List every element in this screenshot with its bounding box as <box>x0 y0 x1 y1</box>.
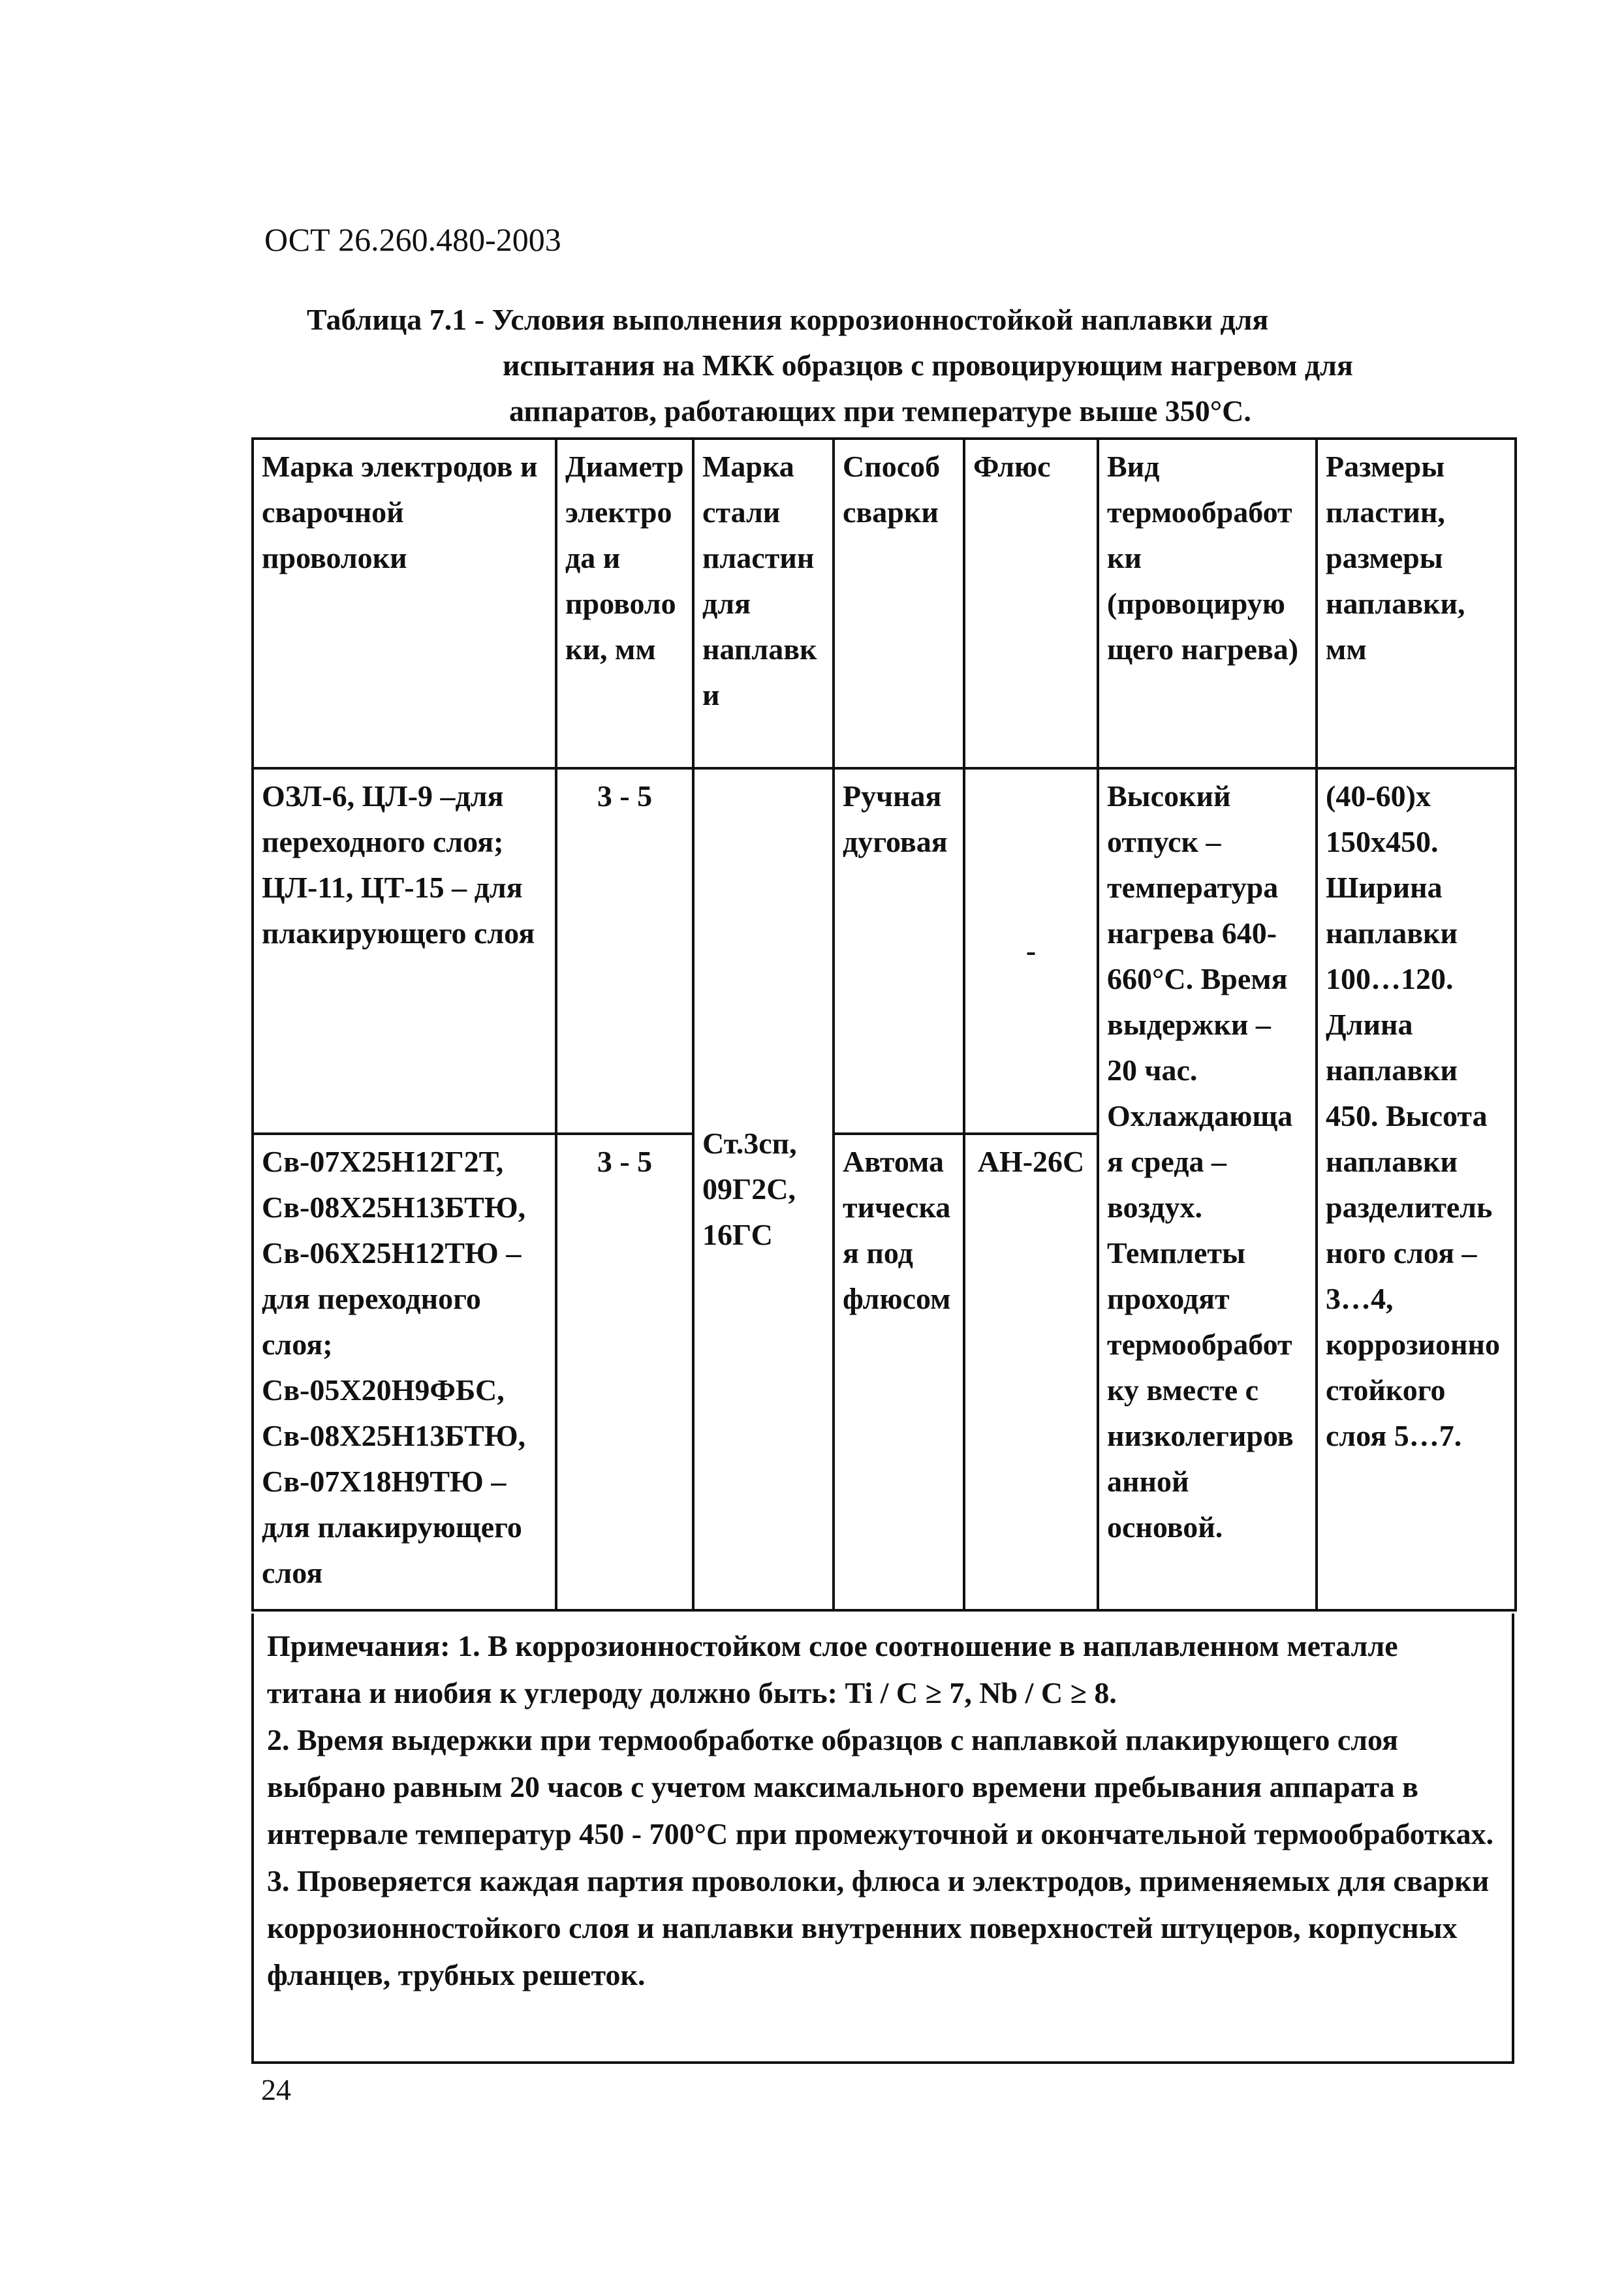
header-cell: Размеры пластин, размеры наплавки, мм <box>1317 439 1516 768</box>
caption-line-1: Таблица 7.1 - Условия выполнения коррозионностойкой наплавки для <box>307 303 1269 336</box>
header-cell: Марка стали пластин для наплавки <box>693 439 834 768</box>
steel-cell: Ст.3сп, 09Г2С, 16ГС <box>693 768 834 1610</box>
table-header-row <box>253 439 1516 768</box>
note-1-line-2: титана и ниобия к углероду должно быть: Ti / C ≥ 7, Nb / C ≥ 8. <box>267 1676 1117 1709</box>
header-cell: Марка электродов и сварочной проволоки <box>253 439 556 768</box>
header-cell: Способ сварки <box>834 439 964 768</box>
note-2: 2. Время выдержки при термообработке образцов с наплавкой плакирующего слоя выбрано равным 20 часов с учетом максимального времени пребывания аппарата в интервале температур 450 - 700°С при промежуточной и окончательной термообработках. <box>267 1723 1494 1850</box>
header-cell: Вид термообработки (провоцирующего нагрева) <box>1098 439 1317 768</box>
table-caption <box>307 297 1495 434</box>
electrodes-cell: Св-07Х25Н12Г2Т, Св-08Х25Н13БТЮ, Св-06Х25Н12ТЮ – для переходного слоя; Св-05Х20Н9ФБС, Св-08Х25Н13БТЮ, Св-07Х18Н9ТЮ – для плакирующего слоя <box>253 1134 556 1610</box>
conditions-table <box>251 437 1517 1612</box>
note-1-line-1: Примечания: 1. В коррозионностойком слое соотношение в наплавленном металле <box>267 1629 1398 1662</box>
note-3: 3. Проверяется каждая партия проволоки, флюса и электродов, применяемых для сварки коррозионностойкого слоя и наплавки внутренних поверхностей штуцеров, корпусных фланцев, трубных решеток. <box>267 1864 1490 1991</box>
flux-cell: АН-26С <box>964 1134 1098 1610</box>
caption-line-3: аппаратов, работающих при температуре выше 350°С. <box>509 394 1251 428</box>
method-cell: Автоматическая под флюсом <box>834 1134 964 1610</box>
header-cell: Диаметр электрода и проволоки, мм <box>556 439 693 768</box>
method-cell: Ручная дуговая <box>834 768 964 1134</box>
table-row <box>253 768 1516 1134</box>
sizes-cell: (40-60)х 150х450. Ширина наплавки 100…120. Длина наплавки 450. Высота наплавки разделительного слоя – 3…4, коррозионностойкого слоя 5…7. <box>1317 768 1516 1610</box>
flux-cell: - <box>964 768 1098 1134</box>
notes-block <box>251 1614 1514 2064</box>
electrodes-cell: ОЗЛ-6, ЦЛ-9 –для переходного слоя; ЦЛ-11, ЦТ-15 – для плакирующего слоя <box>253 768 556 1134</box>
heat-treatment-cell: Высокий отпуск – температура нагрева 640-660°С. Время выдержки – 20 час. Охлаждающая среда – воздух. Темплеты проходят термообработку вместе с низколегированной основой. <box>1098 768 1317 1610</box>
caption-line-2: испытания на МКК образцов с провоцирующим нагревом для <box>503 349 1353 382</box>
page-number: 24 <box>261 2073 291 2106</box>
diameter-cell: 3 - 5 <box>556 768 693 1134</box>
document-code: ОСТ 26.260.480-2003 <box>264 221 561 258</box>
diameter-cell: 3 - 5 <box>556 1134 693 1610</box>
header-cell: Флюс <box>964 439 1098 768</box>
